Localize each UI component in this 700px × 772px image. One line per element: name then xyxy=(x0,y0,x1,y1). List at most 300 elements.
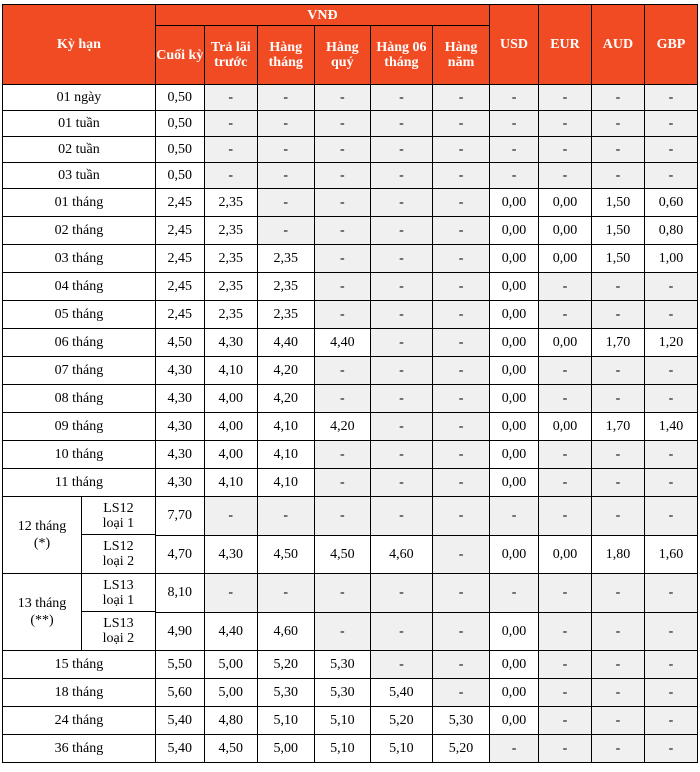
rate-cell: - xyxy=(538,612,591,651)
group-term-cell xyxy=(3,497,156,551)
rate-cell: - xyxy=(432,189,489,217)
sub-term-label xyxy=(82,612,155,650)
group-term-cell xyxy=(3,574,156,628)
rate-cell: 0,00 xyxy=(538,189,591,217)
table-row xyxy=(3,497,698,536)
rate-cell: - xyxy=(314,189,370,217)
rate-cell: 0,00 xyxy=(490,679,539,707)
rate-cell: - xyxy=(370,85,432,111)
rate-cell: - xyxy=(314,574,370,613)
rate-cell: 0,50 xyxy=(155,111,204,137)
sub-term-text: LS13 loại 2 xyxy=(102,616,135,646)
term-label: 24 tháng xyxy=(3,707,156,735)
rate-cell: - xyxy=(432,679,489,707)
rate-cell: 0,00 xyxy=(490,217,539,245)
term-label: 01 ngày xyxy=(3,85,156,111)
rate-cell: 0,00 xyxy=(538,413,591,441)
header-usd: USD xyxy=(490,5,539,85)
rate-cell: 2,35 xyxy=(204,217,257,245)
table-row xyxy=(3,273,698,301)
rate-cell: 4,50 xyxy=(314,535,370,574)
rate-cell: 2,45 xyxy=(155,217,204,245)
rate-cell: 2,35 xyxy=(204,301,257,329)
rate-cell: - xyxy=(644,441,697,469)
rate-cell: - xyxy=(257,497,314,536)
rate-cell: - xyxy=(591,385,644,413)
rate-cell: - xyxy=(432,612,489,651)
rate-cell: 5,30 xyxy=(314,679,370,707)
rate-cell: - xyxy=(204,137,257,163)
header-hang-06-thang: Hàng 06 tháng xyxy=(370,26,432,85)
rate-cell: 2,45 xyxy=(155,301,204,329)
table-row xyxy=(3,679,698,707)
rate-cell: - xyxy=(432,535,489,574)
group-term-wrap xyxy=(3,574,155,628)
rate-cell: - xyxy=(432,385,489,413)
rate-cell: - xyxy=(591,679,644,707)
term-label: 03 tuần xyxy=(3,163,156,189)
rate-cell: - xyxy=(591,357,644,385)
rate-cell: - xyxy=(370,245,432,273)
rate-cell: 5,10 xyxy=(314,707,370,735)
rate-cell: - xyxy=(314,111,370,137)
rate-cell: 5,50 xyxy=(155,651,204,679)
rate-cell: - xyxy=(591,612,644,651)
rate-cell: 2,35 xyxy=(257,273,314,301)
rate-cell: - xyxy=(432,245,489,273)
rate-cell: - xyxy=(538,651,591,679)
rate-cell: - xyxy=(370,574,432,613)
rate-cell: 1,60 xyxy=(644,535,697,574)
term-label: 08 tháng xyxy=(3,385,156,413)
rate-cell: 0,60 xyxy=(644,189,697,217)
rate-cell: 5,20 xyxy=(370,707,432,735)
table-row xyxy=(3,137,698,163)
rate-cell: - xyxy=(432,413,489,441)
rate-cell: - xyxy=(644,273,697,301)
rate-cell: 4,20 xyxy=(257,357,314,385)
rate-cell: 0,00 xyxy=(490,385,539,413)
rate-cell: - xyxy=(370,137,432,163)
rate-cell: - xyxy=(370,612,432,651)
group-term-wrap xyxy=(3,497,155,551)
rate-cell: - xyxy=(432,217,489,245)
table-row xyxy=(3,441,698,469)
rate-cell: 0,50 xyxy=(155,137,204,163)
table-row xyxy=(3,85,698,111)
term-label: 36 tháng xyxy=(3,735,156,763)
rate-cell: 0,00 xyxy=(490,329,539,357)
rate-cell: - xyxy=(314,469,370,497)
rate-cell: 5,20 xyxy=(257,651,314,679)
rate-cell: - xyxy=(644,612,697,651)
rate-cell: 2,35 xyxy=(257,245,314,273)
rate-cell: - xyxy=(257,85,314,111)
rate-cell: 2,45 xyxy=(155,189,204,217)
table-row xyxy=(3,301,698,329)
rate-cell: - xyxy=(644,385,697,413)
rate-cell: - xyxy=(644,735,697,763)
rate-cell: - xyxy=(370,469,432,497)
rate-cell: 0,00 xyxy=(490,707,539,735)
rate-cell: 4,10 xyxy=(257,441,314,469)
rate-cell: 5,30 xyxy=(432,707,489,735)
rate-cell: 0,00 xyxy=(490,189,539,217)
header-gbp: GBP xyxy=(644,5,697,85)
rate-cell: - xyxy=(370,497,432,536)
term-label: 05 tháng xyxy=(3,301,156,329)
rate-cell: 2,35 xyxy=(257,301,314,329)
rate-cell: - xyxy=(204,574,257,613)
rate-cell: 2,45 xyxy=(155,273,204,301)
table-row xyxy=(3,651,698,679)
rate-cell: 7,70 xyxy=(155,497,204,536)
rate-cell: - xyxy=(644,679,697,707)
term-label: 02 tháng xyxy=(3,217,156,245)
rate-cell: - xyxy=(314,385,370,413)
rate-cell: - xyxy=(370,273,432,301)
rate-cell: 2,45 xyxy=(155,245,204,273)
rate-cell: - xyxy=(370,441,432,469)
rate-cell: 5,40 xyxy=(155,735,204,763)
table-row xyxy=(3,707,698,735)
rate-cell: 4,30 xyxy=(155,413,204,441)
rate-cell: 5,40 xyxy=(155,707,204,735)
rate-cell: - xyxy=(204,85,257,111)
rate-cell: - xyxy=(644,111,697,137)
rate-cell: 0,00 xyxy=(490,651,539,679)
rate-cell: 1,20 xyxy=(644,329,697,357)
rate-cell: - xyxy=(644,497,697,536)
rate-cell: 0,00 xyxy=(538,217,591,245)
rate-cell: - xyxy=(591,735,644,763)
rate-cell: - xyxy=(432,85,489,111)
rate-cell: - xyxy=(591,163,644,189)
rate-cell: - xyxy=(538,441,591,469)
rate-cell: 2,35 xyxy=(204,245,257,273)
rate-cell: 1,80 xyxy=(591,535,644,574)
rate-cell: 0,80 xyxy=(644,217,697,245)
rate-cell: - xyxy=(432,137,489,163)
rate-cell: 5,30 xyxy=(314,651,370,679)
rate-cell: - xyxy=(591,441,644,469)
rate-cell: 5,00 xyxy=(204,651,257,679)
term-label: 10 tháng xyxy=(3,441,156,469)
term-label: 18 tháng xyxy=(3,679,156,707)
rate-cell: - xyxy=(370,301,432,329)
rate-cell: - xyxy=(204,497,257,536)
rate-cell: - xyxy=(314,245,370,273)
rate-cell: - xyxy=(257,137,314,163)
rate-cell: - xyxy=(591,574,644,613)
rate-cell: - xyxy=(432,357,489,385)
rate-cell: - xyxy=(490,111,539,137)
sub-term-text: LS12 loại 2 xyxy=(102,539,135,569)
term-label: 01 tuần xyxy=(3,111,156,137)
rate-cell: 4,20 xyxy=(257,385,314,413)
rate-cell: 4,10 xyxy=(257,469,314,497)
rate-cell: 5,60 xyxy=(155,679,204,707)
rate-cell: - xyxy=(490,137,539,163)
rate-cell: - xyxy=(490,574,539,613)
rate-cell: - xyxy=(432,273,489,301)
rate-cell: - xyxy=(432,469,489,497)
rate-cell: - xyxy=(257,217,314,245)
header-term: Kỳ hạn xyxy=(3,5,156,85)
rate-cell: - xyxy=(538,385,591,413)
rate-cell: - xyxy=(314,301,370,329)
table-row xyxy=(3,612,698,651)
rate-cell: - xyxy=(370,651,432,679)
rate-cell: - xyxy=(370,329,432,357)
rate-cell: - xyxy=(644,163,697,189)
rate-cell: - xyxy=(538,707,591,735)
rate-cell: - xyxy=(538,137,591,163)
rate-cell: - xyxy=(432,441,489,469)
sub-term-label xyxy=(82,497,155,535)
table-row xyxy=(3,111,698,137)
rate-cell: - xyxy=(257,163,314,189)
rate-cell: - xyxy=(490,497,539,536)
rate-cell: 0,50 xyxy=(155,85,204,111)
rate-cell: 0,00 xyxy=(490,535,539,574)
rate-cell: - xyxy=(538,735,591,763)
rate-cell: - xyxy=(314,612,370,651)
rate-cell: 0,00 xyxy=(490,357,539,385)
rate-cell: 1,70 xyxy=(591,413,644,441)
rate-cell: 1,70 xyxy=(591,329,644,357)
rate-cell: - xyxy=(591,301,644,329)
rate-cell: 1,50 xyxy=(591,189,644,217)
rate-cell: 4,50 xyxy=(257,535,314,574)
rate-cell: 0,00 xyxy=(538,329,591,357)
rate-cell: 1,50 xyxy=(591,245,644,273)
table-row xyxy=(3,574,698,613)
rate-cell: - xyxy=(204,163,257,189)
rate-cell: 4,00 xyxy=(204,385,257,413)
rate-cell: 4,30 xyxy=(155,441,204,469)
term-label: 09 tháng xyxy=(3,413,156,441)
header-hang-quy: Hàng quý xyxy=(314,26,370,85)
rate-cell: - xyxy=(370,111,432,137)
header-eur: EUR xyxy=(538,5,591,85)
table-row xyxy=(3,413,698,441)
rate-cell: 4,90 xyxy=(155,612,204,651)
rate-cell: - xyxy=(314,497,370,536)
header-aud: AUD xyxy=(591,5,644,85)
rate-cell: - xyxy=(644,85,697,111)
header-tra-lai-truoc: Trả lãi trước xyxy=(204,26,257,85)
rate-cell: 2,35 xyxy=(204,189,257,217)
rate-cell: - xyxy=(204,111,257,137)
rate-cell: - xyxy=(538,574,591,613)
rate-cell: - xyxy=(432,111,489,137)
sub-term-text: LS12 loại 1 xyxy=(102,500,135,531)
rate-cell: 4,70 xyxy=(155,535,204,574)
rate-cell: - xyxy=(314,441,370,469)
rate-cell: 4,60 xyxy=(257,612,314,651)
table-row xyxy=(3,329,698,357)
rate-cell: - xyxy=(370,163,432,189)
rate-cell: - xyxy=(314,217,370,245)
table-row xyxy=(3,189,698,217)
table-row xyxy=(3,217,698,245)
rate-cell: - xyxy=(591,497,644,536)
table-row xyxy=(3,163,698,189)
rate-cell: 0,50 xyxy=(155,163,204,189)
rate-cell: - xyxy=(370,357,432,385)
term-label: 03 tháng xyxy=(3,245,156,273)
rate-cell: - xyxy=(644,301,697,329)
rate-cell: - xyxy=(314,163,370,189)
rate-cell: - xyxy=(591,85,644,111)
rate-cell: - xyxy=(314,357,370,385)
rate-cell: 4,60 xyxy=(370,535,432,574)
rate-cell: - xyxy=(432,163,489,189)
header-cuoi-ky: Cuối kỳ xyxy=(155,26,204,85)
rate-cell: - xyxy=(370,385,432,413)
header-vnd: VNĐ xyxy=(155,5,489,26)
rate-cell: - xyxy=(538,163,591,189)
rate-cell: - xyxy=(538,111,591,137)
rate-cell: 0,00 xyxy=(490,301,539,329)
rate-cell: 4,40 xyxy=(257,329,314,357)
header-hang-thang: Hàng tháng xyxy=(257,26,314,85)
rate-cell: 5,20 xyxy=(432,735,489,763)
rate-cell: - xyxy=(314,137,370,163)
rate-cell: - xyxy=(538,357,591,385)
rate-cell: - xyxy=(432,301,489,329)
rate-cell: - xyxy=(644,357,697,385)
rate-cell: 4,80 xyxy=(204,707,257,735)
table-row xyxy=(3,735,698,763)
rate-cell: - xyxy=(538,85,591,111)
rate-cell: 5,40 xyxy=(370,679,432,707)
group-term-label xyxy=(3,574,82,628)
table-row xyxy=(3,535,698,574)
sub-term-label xyxy=(82,574,155,612)
rate-cell: 4,10 xyxy=(204,357,257,385)
rate-cell: - xyxy=(490,163,539,189)
rate-cell: - xyxy=(591,137,644,163)
group-term-label xyxy=(3,497,82,551)
rate-cell: 4,00 xyxy=(204,441,257,469)
rate-cell: 4,50 xyxy=(204,735,257,763)
term-label: 11 tháng xyxy=(3,469,156,497)
rate-cell: 0,00 xyxy=(538,245,591,273)
term-label: 06 tháng xyxy=(3,329,156,357)
rate-cell: - xyxy=(490,735,539,763)
rate-cell: - xyxy=(257,574,314,613)
rate-cell: - xyxy=(644,707,697,735)
rate-cell: 0,00 xyxy=(490,245,539,273)
rate-cell: - xyxy=(432,329,489,357)
rate-cell: - xyxy=(538,497,591,536)
rate-cell: - xyxy=(644,574,697,613)
rate-cell: 4,40 xyxy=(204,612,257,651)
rate-cell: 4,30 xyxy=(204,329,257,357)
rate-cell: - xyxy=(644,469,697,497)
rate-cell: 0,00 xyxy=(490,612,539,651)
rate-cell: - xyxy=(591,651,644,679)
rate-cell: - xyxy=(591,111,644,137)
rate-cell: 2,35 xyxy=(204,273,257,301)
rate-cell: - xyxy=(538,301,591,329)
group-term-text: 12 tháng (*) xyxy=(17,519,67,551)
sub-term-label xyxy=(82,535,155,573)
rate-cell: 4,10 xyxy=(257,413,314,441)
rate-cell: - xyxy=(432,651,489,679)
rate-cell: 1,00 xyxy=(644,245,697,273)
rate-cell: 1,40 xyxy=(644,413,697,441)
rate-cell: - xyxy=(591,469,644,497)
rate-cell: 5,10 xyxy=(314,735,370,763)
rate-cell: - xyxy=(370,217,432,245)
rate-cell: 5,30 xyxy=(257,679,314,707)
table-body xyxy=(3,85,698,763)
rate-cell: 4,10 xyxy=(204,469,257,497)
rate-cell: - xyxy=(432,574,489,613)
rate-cell: 5,10 xyxy=(370,735,432,763)
rate-cell: 1,50 xyxy=(591,217,644,245)
rate-cell: 0,00 xyxy=(490,273,539,301)
rate-cell: - xyxy=(314,273,370,301)
header-hang-nam: Hàng năm xyxy=(432,26,489,85)
rate-cell: - xyxy=(644,651,697,679)
table-row xyxy=(3,469,698,497)
rate-cell: 5,00 xyxy=(257,735,314,763)
rate-cell: - xyxy=(490,85,539,111)
sub-term-text: LS13 loại 1 xyxy=(102,577,135,608)
rate-cell: 4,00 xyxy=(204,413,257,441)
rate-cell: - xyxy=(370,413,432,441)
rate-cell: - xyxy=(538,469,591,497)
rate-cell: 8,10 xyxy=(155,574,204,613)
term-label: 02 tuần xyxy=(3,137,156,163)
rate-cell: - xyxy=(370,189,432,217)
rate-cell: 4,30 xyxy=(204,535,257,574)
rate-cell: 4,30 xyxy=(155,469,204,497)
table-row xyxy=(3,357,698,385)
rate-cell: 5,00 xyxy=(204,679,257,707)
rate-cell: 0,00 xyxy=(490,469,539,497)
term-label: 15 tháng xyxy=(3,651,156,679)
rate-cell: - xyxy=(257,189,314,217)
rate-cell: 4,30 xyxy=(155,385,204,413)
rate-cell: - xyxy=(538,273,591,301)
rate-cell: 4,50 xyxy=(155,329,204,357)
table-row xyxy=(3,245,698,273)
rate-cell: - xyxy=(538,679,591,707)
table-row xyxy=(3,385,698,413)
rate-cell: - xyxy=(257,111,314,137)
group-term-text: 13 tháng (**) xyxy=(17,596,67,628)
rate-cell: 4,40 xyxy=(314,329,370,357)
rate-cell: - xyxy=(591,273,644,301)
rate-cell: 0,00 xyxy=(538,535,591,574)
term-label: 04 tháng xyxy=(3,273,156,301)
rate-cell: - xyxy=(432,497,489,536)
rate-cell: - xyxy=(314,85,370,111)
term-label: 07 tháng xyxy=(3,357,156,385)
rate-cell: 5,10 xyxy=(257,707,314,735)
interest-rate-table xyxy=(2,4,698,763)
rate-cell: 4,20 xyxy=(314,413,370,441)
rate-cell: 0,00 xyxy=(490,441,539,469)
rate-cell: - xyxy=(644,137,697,163)
rate-cell: - xyxy=(591,707,644,735)
rate-cell: 0,00 xyxy=(490,413,539,441)
